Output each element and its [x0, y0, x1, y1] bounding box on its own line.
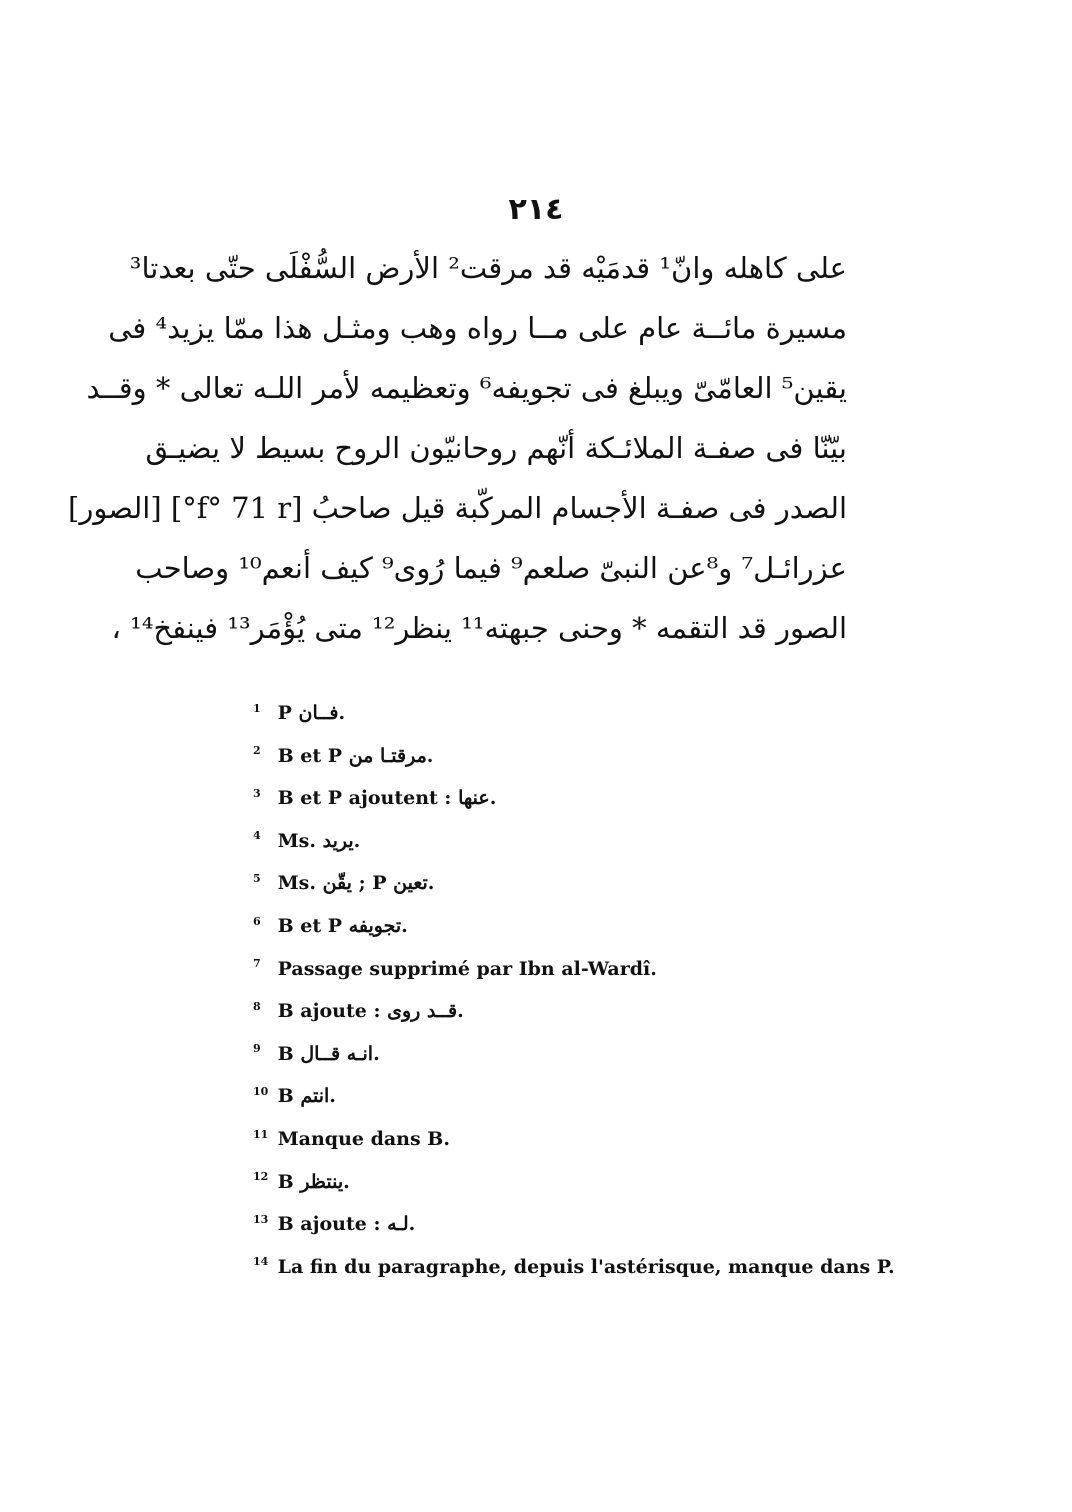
footnote-number: 7 — [253, 957, 261, 971]
footnote-text: B ajoute : قــد روى. — [277, 1000, 464, 1023]
footnote — [253, 905, 873, 948]
footnote-text: B ajoute : لـه. — [277, 1213, 416, 1236]
footnote-text: La fin du paragraphe, depuis l'astérisque, manque dans P. — [277, 1255, 895, 1278]
footnote-number: 11 — [253, 1127, 269, 1141]
footnote-number: 14 — [253, 1255, 269, 1269]
body-line: على كاهله وانّ¹ قدمَيْه قد مرقت² الأرض السُّفْلَى حتّى بعدتا³ — [129, 251, 847, 285]
footnote-text: B et P مرقتـا من. — [277, 744, 434, 767]
footnotes — [253, 692, 895, 1288]
footnote-number: 9 — [253, 1042, 261, 1056]
footnote — [253, 1246, 895, 1289]
body-line: الصدر فى صفـة الأجسام المركّبة قيل صاحبُ [f° 71 r°] [الصور] — [68, 491, 847, 525]
footnote-text: B et P تجويفه. — [277, 914, 408, 937]
footnote-number: 3 — [253, 786, 261, 800]
body-line: بيّنّا فى صفـة الملائـكة أنّهم روحانيّون الروح بسيط لا يضيـق — [145, 431, 847, 465]
footnote-text: Manque dans B. — [277, 1127, 450, 1150]
body-line: عزرائـل⁷ و⁸عن النبىّ صلعم⁹ فيما رُوى⁹ كيف أنعم¹⁰ وصاحب — [135, 551, 847, 585]
arabic-body-text — [68, 238, 847, 658]
footnote — [253, 777, 873, 820]
footnote — [253, 862, 873, 905]
footnote-text: B et P ajoutent : عنها. — [277, 787, 497, 810]
footnote-number: 10 — [253, 1085, 269, 1099]
footnote-number: 4 — [253, 829, 261, 843]
footnote-text: B انتم. — [277, 1085, 336, 1108]
footnote-text: Ms. يقّن ; P تعين. — [277, 872, 435, 895]
footnote-number: 6 — [253, 914, 261, 928]
footnote-number: 12 — [253, 1170, 269, 1184]
footnote-number: 2 — [253, 744, 261, 758]
footnote — [253, 692, 873, 735]
footnote-text: Passage supprimé par Ibn al-Wardî. — [277, 957, 657, 980]
footnote-text: P فــان. — [277, 702, 346, 724]
footnote-number: 1 — [253, 701, 261, 715]
footnote-text: B ينتظر. — [277, 1170, 350, 1193]
footnote — [253, 990, 873, 1033]
footnote — [253, 1033, 873, 1076]
footnote-text: Ms. يريد. — [277, 829, 361, 852]
footnote-number: 13 — [253, 1212, 269, 1226]
footnote-number: 5 — [253, 872, 261, 886]
footnote-text: B انـه قــال. — [277, 1042, 380, 1065]
body-line: مسيرة مائــة عام على مــا رواه وهب ومثـل هذا ممّا يزيد⁴ فى — [108, 311, 847, 345]
page-number: ٢١٤ — [508, 192, 564, 227]
footnote-number: 8 — [253, 999, 261, 1013]
footnote — [253, 1161, 873, 1204]
footnote — [253, 1118, 873, 1161]
footnote — [253, 820, 873, 863]
body-line: يقين⁵ العامّىّ ويبلغ فى تجويفه⁶ وتعظيمه لأمر اللـه تعالى * وقــد — [86, 371, 847, 405]
footnote — [253, 1203, 873, 1246]
footnote — [253, 1075, 873, 1118]
footnote — [253, 948, 873, 991]
body-line: الصور قد التقمه * وحنى جبهته¹¹ ينظر¹² متى يُؤْمَر¹³ فينفخ¹⁴ ، — [111, 611, 847, 645]
footnote — [253, 735, 873, 778]
